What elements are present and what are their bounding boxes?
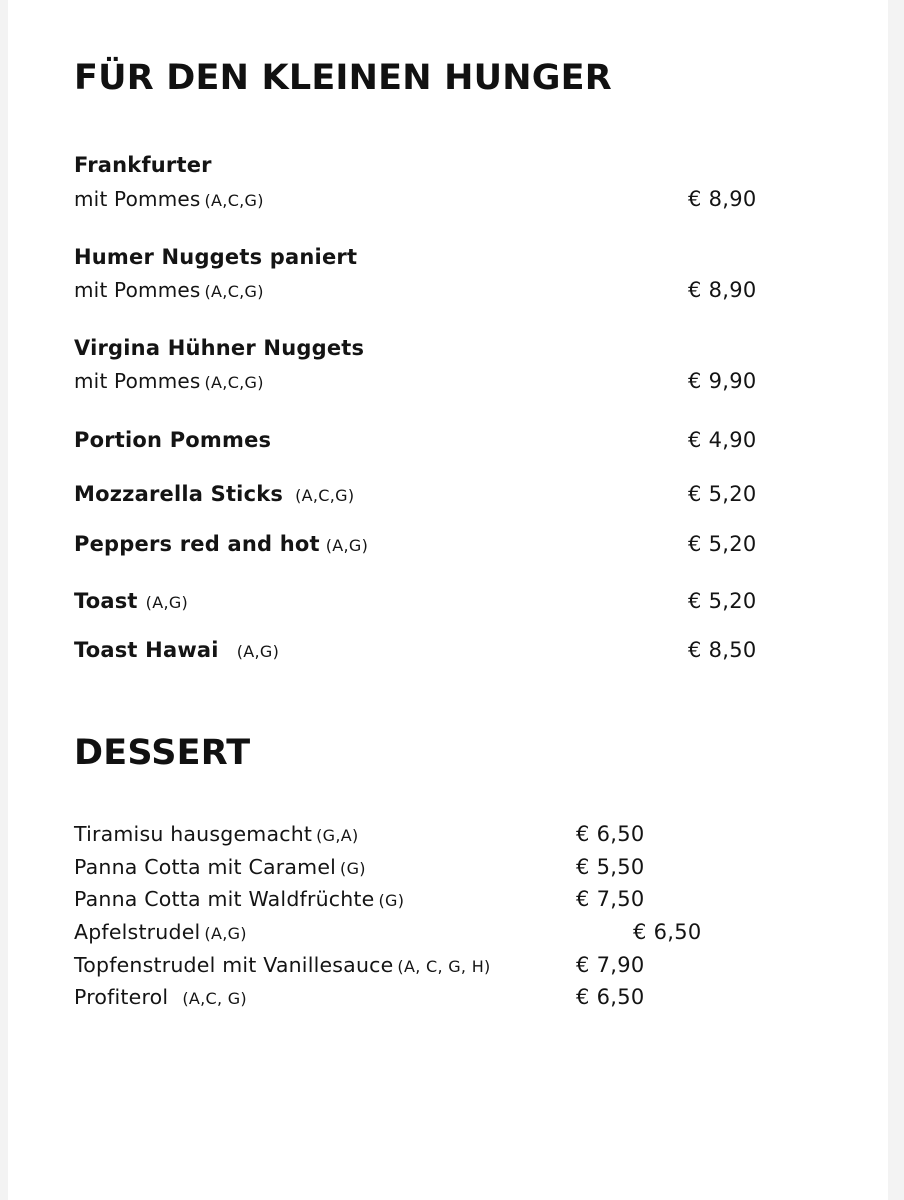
dessert-item-price: € 5,50 <box>576 855 645 879</box>
menu-item-price: € 8,50 <box>688 638 757 662</box>
allergen-codes: (A,G) <box>204 924 247 943</box>
menu-item-price: € 4,90 <box>688 428 757 452</box>
menu-item-price: € 5,20 <box>688 482 757 506</box>
menu-item-name: Mozzarella Sticks (A,C,G) <box>74 482 355 506</box>
dessert-item-name: Panna Cotta mit Waldfrüchte (G) <box>74 887 405 911</box>
menu-item-description: mit Pommes (A,C,G) <box>74 187 264 211</box>
allergen-codes: (G,A) <box>316 826 359 845</box>
allergen-codes: (A,C,G) <box>204 191 264 210</box>
section-title-dessert: DESSERT <box>74 733 251 773</box>
allergen-codes: (A,C,G) <box>204 373 264 392</box>
dessert-item-name: Apfelstrudel (A,G) <box>74 920 247 944</box>
menu-item-name: Toast Hawai (A,G) <box>74 638 280 662</box>
menu-item-price: € 5,20 <box>688 589 757 613</box>
allergen-codes: (A,C, G) <box>182 989 247 1008</box>
menu-item-description: mit Pommes (A,C,G) <box>74 278 264 302</box>
menu-item-name: Frankfurter <box>74 153 212 177</box>
menu-item-name: Peppers red and hot (A,G) <box>74 532 369 556</box>
menu-item-name: Toast (A,G) <box>74 589 189 613</box>
allergen-codes: (G) <box>340 859 366 878</box>
menu-page <box>8 0 888 1200</box>
section-title-snacks: FÜR DEN KLEINEN HUNGER <box>74 58 612 98</box>
dessert-item-name: Tiramisu hausgemacht (G,A) <box>74 822 359 846</box>
dessert-item-price: € 7,50 <box>576 887 645 911</box>
menu-item-name: Portion Pommes <box>74 428 272 452</box>
dessert-item-price: € 6,50 <box>576 985 645 1009</box>
allergen-codes: (A,G) <box>325 536 369 555</box>
allergen-codes: (A,C,G) <box>204 282 264 301</box>
dessert-item-price: € 6,50 <box>576 822 645 846</box>
dessert-item-price: € 7,90 <box>576 953 645 977</box>
menu-item-description: mit Pommes (A,C,G) <box>74 369 264 393</box>
allergen-codes: (A,G) <box>145 593 189 612</box>
menu-item-price: € 9,90 <box>688 369 757 393</box>
allergen-codes: (G) <box>378 891 405 910</box>
dessert-item-name: Panna Cotta mit Caramel (G) <box>74 855 366 879</box>
dessert-item-name: Topfenstrudel mit Vanillesauce (A, C, G, H) <box>74 953 491 977</box>
menu-item-name: Humer Nuggets paniert <box>74 245 358 269</box>
menu-item-price: € 8,90 <box>688 278 757 302</box>
allergen-codes: (A,G) <box>236 642 280 661</box>
menu-item-price: € 8,90 <box>688 187 757 211</box>
dessert-item-price: € 6,50 <box>633 920 702 944</box>
dessert-item-name: Profiterol (A,C, G) <box>74 985 247 1009</box>
allergen-codes: (A,C,G) <box>295 486 355 505</box>
menu-item-price: € 5,20 <box>688 532 757 556</box>
menu-item-name: Virgina Hühner Nuggets <box>74 336 365 360</box>
allergen-codes: (A, C, G, H) <box>397 957 491 976</box>
